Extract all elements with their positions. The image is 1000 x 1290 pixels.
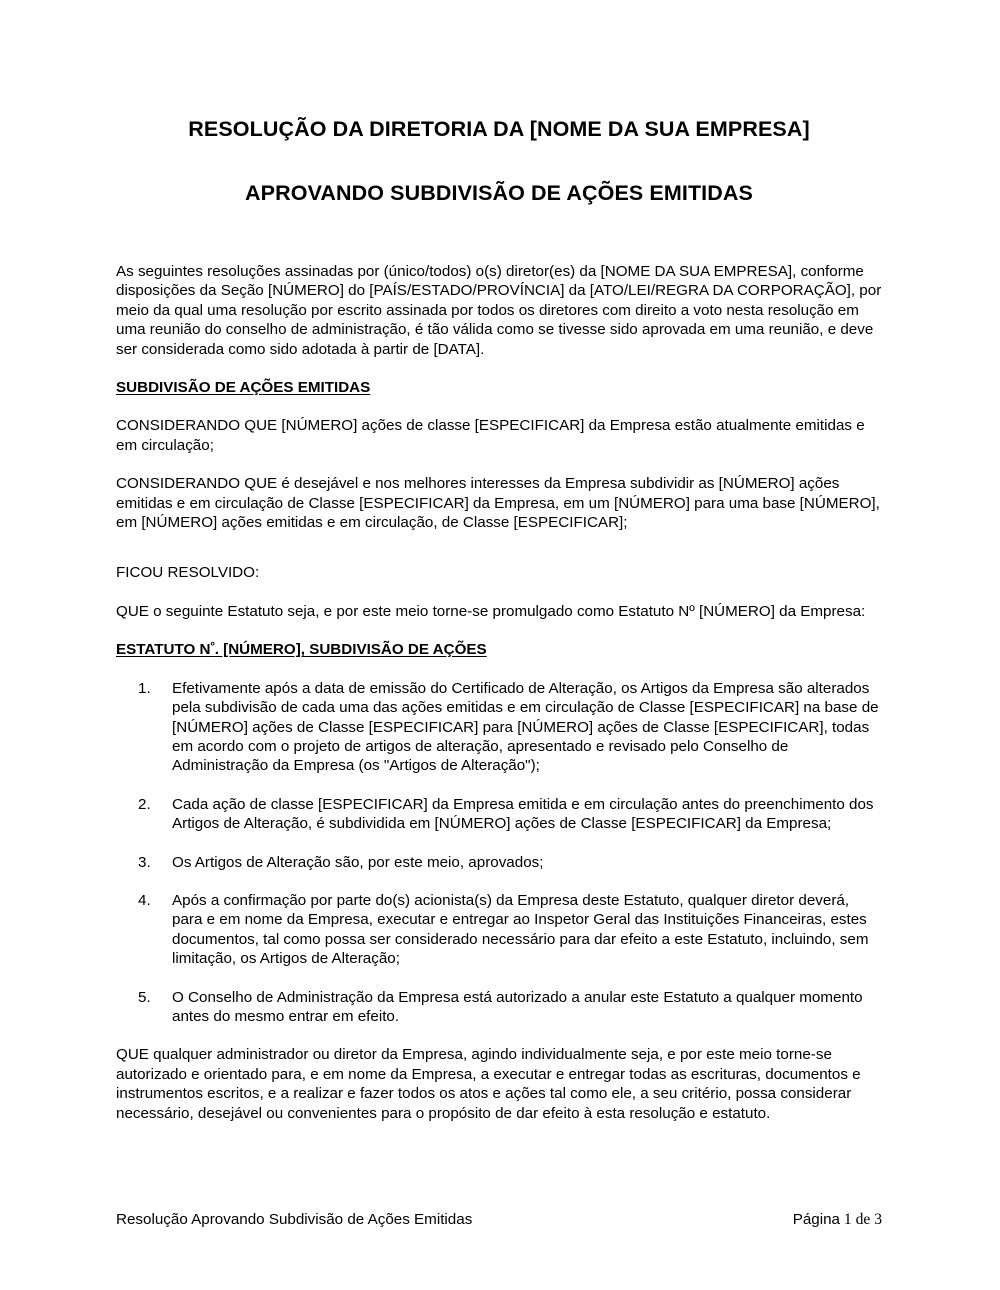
footer-page-numbers — [840, 1211, 882, 1228]
list-item — [116, 679, 882, 776]
footer-page-indicator — [793, 1210, 882, 1229]
footer-page-numbers-value: 1 de 3 — [843, 1211, 882, 1228]
list-item-number: 4. — [138, 891, 151, 909]
resolved-paragraph: QUE o seguinte Estatuto seja, e por este meio torne-se promulgado como Estatuto Nº [NÚMERO] da Empresa: — [116, 602, 866, 620]
spacer — [116, 359, 882, 378]
closing-paragraph: QUE qualquer administrador ou diretor da Empresa, agindo individualmente seja, e por este meio torne-se autorizado e orientado para, e em nome da Empresa, a executar e entregar todas as escrituras, documentos e instrumentos escritos, e a realizar e fazer todos os atos e ações tal como ele, a seu critério, possa considerar necessário, desejável ou convenientes para o propósito de dar efeito à esta resolução e estatuto. — [116, 1046, 861, 1122]
ordinal-indicator: º — [210, 640, 215, 653]
list-item-text: Efetivamente após a data de emissão do Certificado de Alteração, os Artigos da Empresa são alterados pela subdivisão de cada uma das ações emitidas e em circulação de Classe [ESPECIFICAR] na base de [NÚMERO] ações de Classe [ESPECIFICAR] para [NÚMERO] ações de Classe [ESPECIFICAR], todas em acordo com o projeto de artigos de alteração, apresentado e revisado pelo Conselho de Administração da Empresa (os "Artigos de Alteração"); — [172, 679, 879, 775]
list-item-number: 3. — [138, 853, 151, 871]
spacer — [116, 660, 882, 679]
estatuto-heading-suffix: . [NÚMERO], SUBDIVISÃO DE AÇÕES — [214, 641, 487, 659]
footer-page-label: Página — [792, 1211, 840, 1228]
document-body — [116, 0, 882, 1123]
intro-paragraph: As seguintes resoluções assinadas por (único/todos) o(s) diretor(es) da [NOME DA SUA EMPRESA], conforme disposições da Seção [NÚMERO] do [PAÍS/ESTADO/PROVÍNCIA] da [ATO/LEI/REGRA DA CORPORAÇÃO], por meio da qual uma resolução por escrito assinada por todos os diretores com direito a voto nesta resolução em uma reunião do conselho de administração, é tão válida como se tivesse sido aprovada em uma reunião, e deve ser considerada como sido adotada à partir de [DATA]. — [116, 263, 882, 358]
section-heading-estatuto — [116, 640, 882, 659]
bylaw-list — [116, 679, 882, 1027]
spacer — [116, 1026, 882, 1045]
spacer — [116, 455, 882, 474]
resolved-label: FICOU RESOLVIDO: — [116, 564, 260, 582]
list-item — [116, 891, 882, 969]
list-item — [116, 853, 882, 872]
list-item-number: 5. — [138, 988, 151, 1006]
list-item — [116, 988, 882, 1027]
spacer — [116, 397, 882, 416]
list-item-text: Cada ação de classe [ESPECIFICAR] da Empresa emitida e em circulação antes do preenchimento dos Artigos de Alteração, é subdividida em [NÚMERO] ações de Classe [ESPECIFICAR] da Empresa; — [172, 795, 874, 833]
list-item-text: Após a confirmação por parte do(s) acionista(s) da Empresa deste Estatuto, qualquer diretor deverá, para e em nome da Empresa, executar e entregar ao Inspetor Geral das Instituições Financeiras, estes documentos, tal como possa ser considerado necessário para dar efeito a este Estatuto, incluindo, sem limitação, os Artigos de Alteração; — [172, 891, 869, 968]
section-heading-subdivisao: SUBDIVISÃO DE AÇÕES EMITIDAS — [116, 379, 371, 397]
list-item-text: O Conselho de Administração da Empresa está autorizado a anular este Estatuto a qualquer momento antes do mesmo entrar em efeito. — [172, 988, 863, 1025]
whereas-paragraph-1: CONSIDERANDO QUE [NÚMERO] ações de classe [ESPECIFICAR] da Empresa estão atualmente emitidas e em circulação; — [116, 417, 865, 454]
list-item-text: Os Artigos de Alteração são, por este meio, aprovados; — [172, 853, 544, 871]
whereas-paragraph-2: CONSIDERANDO QUE é desejável e nos melhores interesses da Empresa subdividir as [NÚMERO] ações emitidas e em circulação de Classe [ESPECIFICAR] da Empresa, em um [NÚMERO] para uma base [NÚMERO], em [NÚMERO] ações emitidas e em circulação, de Classe [ESPECIFICAR]; — [116, 475, 880, 532]
estatuto-heading-prefix: ESTATUTO N — [116, 641, 211, 659]
page-footer — [116, 1210, 882, 1229]
document-subtitle: APROVANDO SUBDIVISÃO DE AÇÕES EMITIDAS — [245, 181, 753, 205]
document-title: RESOLUÇÃO DA DIRETORIA DA [NOME DA SUA EMPRESA] — [188, 117, 810, 141]
list-item — [116, 795, 882, 834]
spacer — [116, 621, 882, 640]
spacer — [116, 583, 882, 602]
footer-document-name: Resolução Aprovando Subdivisão de Ações Emitidas — [116, 1211, 473, 1228]
list-item-number: 1. — [138, 679, 151, 697]
list-item-number: 2. — [138, 795, 151, 813]
spacer — [116, 532, 882, 563]
